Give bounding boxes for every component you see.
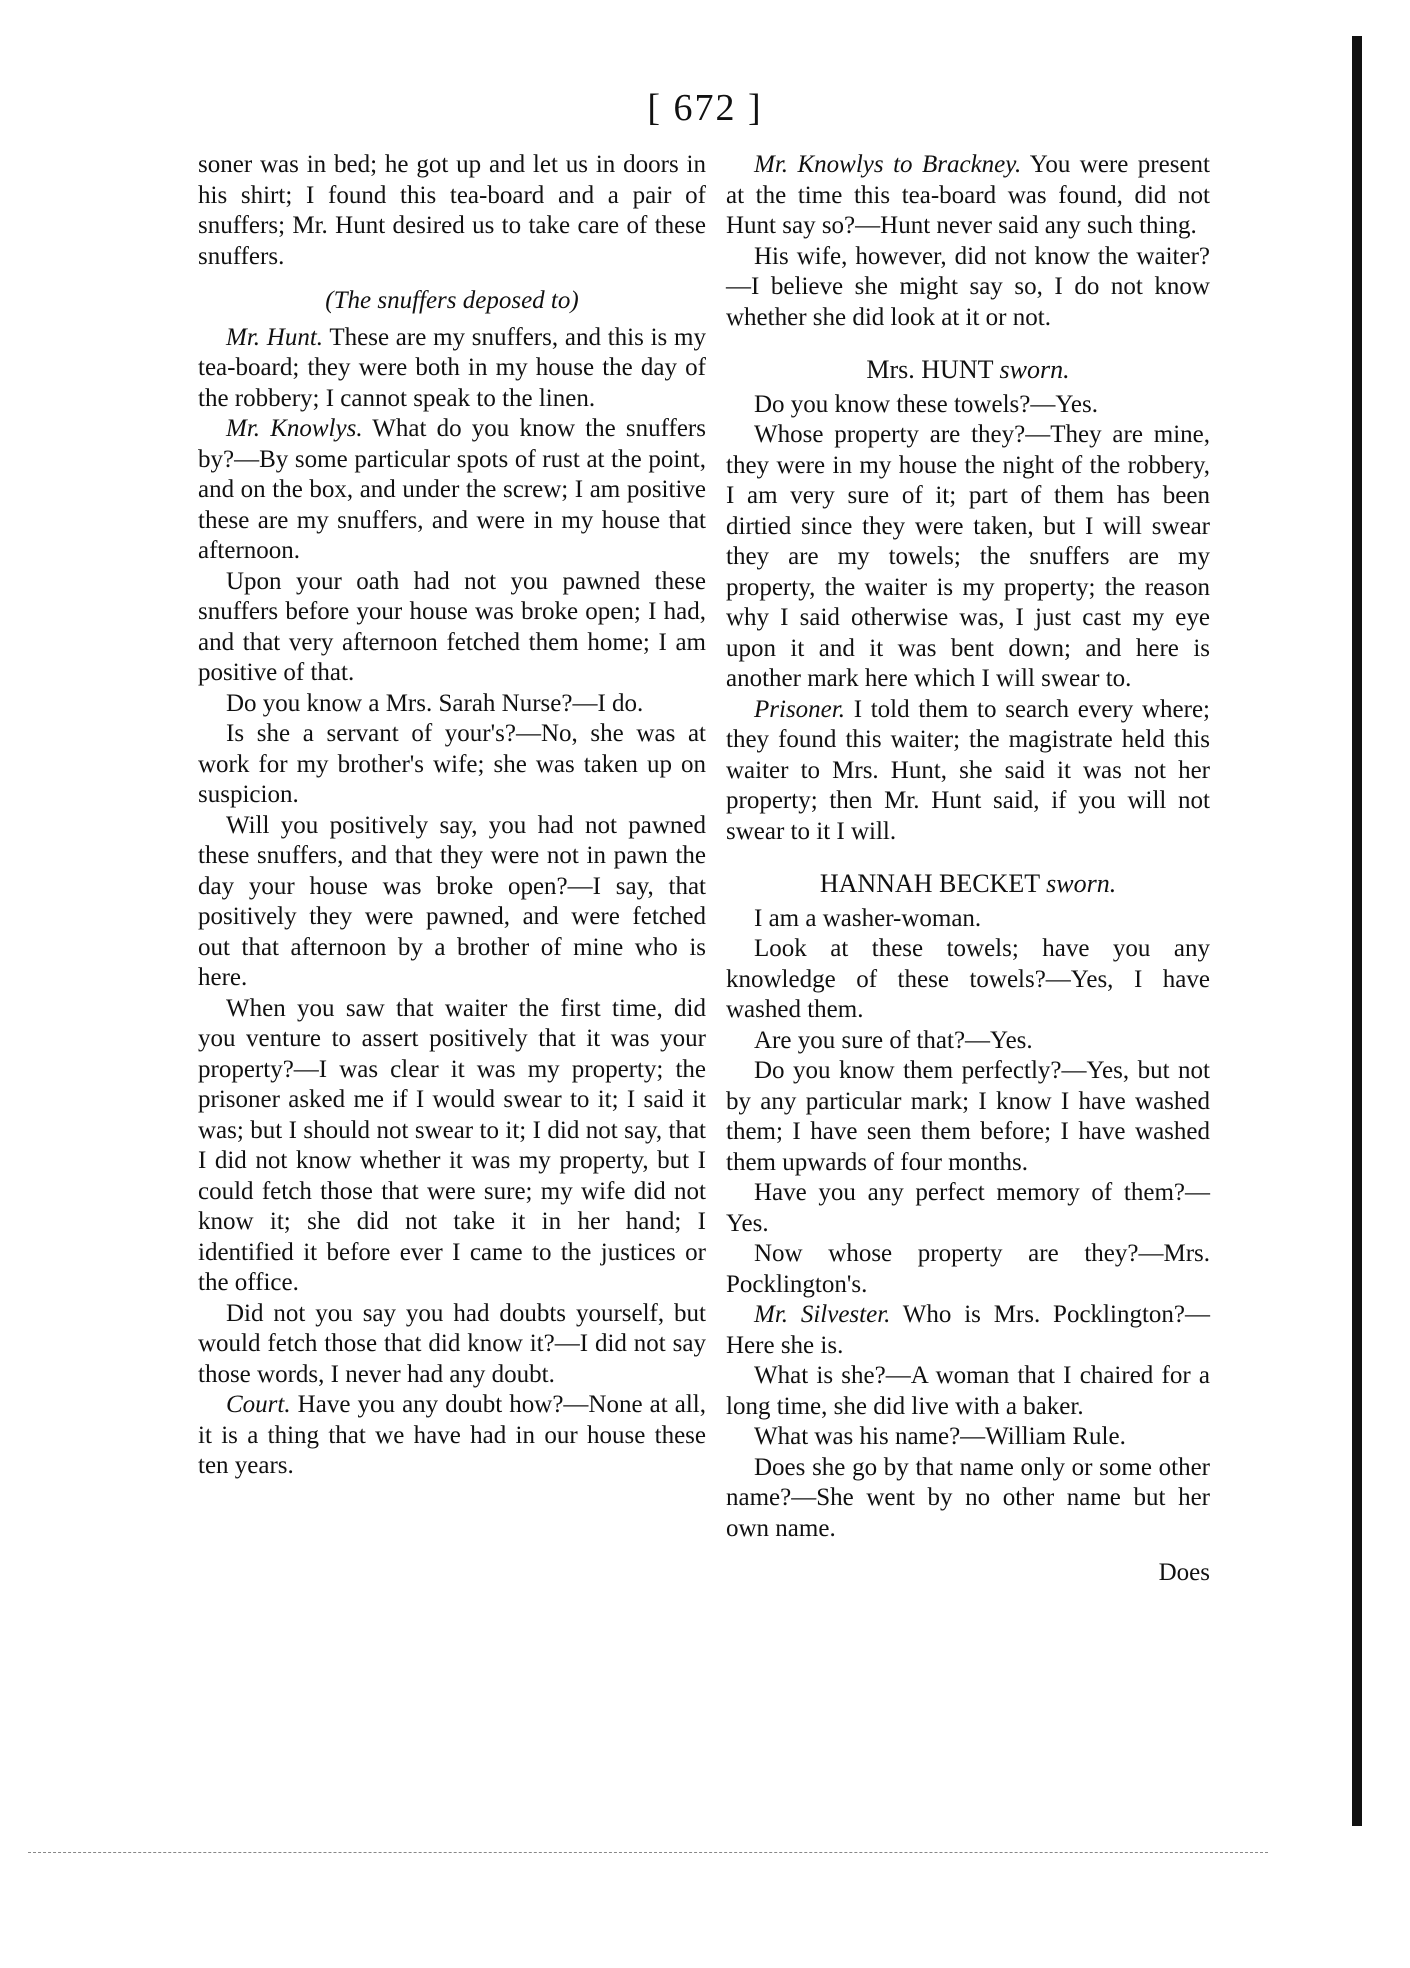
stage-direction-text: (The snuffers deposed to) — [325, 287, 579, 314]
witness-name: HANNAH BECKET — [819, 869, 1047, 898]
paragraph — [198, 1390, 706, 1482]
paragraph — [198, 323, 706, 415]
speaker: Mr. Hunt. — [226, 323, 324, 351]
paragraph: What was his name?—William Rule. — [754, 1423, 1126, 1450]
speech: I told them to search every where; they found this waiter; the magistrate held this waiter to Mrs. Hunt, she said it was not her property; then Mr. Hunt said, if you will not swear to it I will. — [726, 695, 1210, 845]
speech: What do you know the snuffers by?—By some particular spots of rust at the point, and on the box, and under the screw; I am positive these are my snuffers, and were in my house that afternoon. — [198, 415, 706, 564]
witness-name: Mrs. HUNT — [866, 355, 1000, 384]
paragraph: Does she go by that name only or some other name?—She went by no other name but her own name. — [726, 1453, 1210, 1542]
bottom-rule — [28, 1852, 1268, 1853]
catchword: Does — [1158, 1559, 1210, 1586]
paragraph: soner was in bed; he got up and let us in doors in his shirt; I found this tea-board and a pair of snuffers; Mr. Hunt desired us to take care of these snuffers. — [198, 151, 706, 270]
paragraph: Look at these towels; have you any knowledge of these towels?—Yes, I have washed them. — [726, 935, 1210, 1023]
paragraph: Have you any perfect memory of them?—Yes. — [726, 1179, 1210, 1237]
page-number: [ 672 ] — [647, 87, 763, 129]
paragraph: Is she a servant of your's?—No, she was at work for my brother's wife; she was taken up on suspicion. — [198, 720, 706, 808]
paragraph: I am a washer-woman. — [754, 904, 982, 932]
speaker: Court. — [226, 1391, 291, 1418]
paragraph: Do you know a Mrs. Sarah Nurse?—I do. — [226, 689, 644, 717]
speech: These are my snuffers, and this is my tea-board; they were both in my house the day of the robbery; I cannot speak to the linen. — [198, 323, 706, 412]
speech: Have you any doubt how?—None at all, it is a thing that we have had in our house these ten years. — [198, 1391, 706, 1479]
witness-heading — [726, 869, 1210, 900]
paragraph: Are you sure of that?—Yes. — [754, 1026, 1033, 1054]
stage-direction — [198, 286, 706, 317]
paragraph: Whose property are they?—They are mine, they were in my house the night of the robbery, I am very sure of it; part of them has been dirtied since they were taken, but I will swear they are my towels; the snuffers are my property, the waiter is my property; the reason why I said otherwise was, I just cast my eye upon it and it was bent down; and here is another mark here which I will swear to. — [726, 421, 1210, 692]
paragraph — [726, 150, 1210, 242]
paragraph — [726, 695, 1210, 848]
paragraph: When you saw that waiter the first time, did you venture to assert positively that it was your property?—I was clear it was my property; the prisoner asked me if I would swear to it; I said it was; but I should not swear to it; I did not say, that I did not know whether it was my property, but I could fetch those that were sure; my wife did not know it; she did not take it in her hand; I identified it before ever I came to the justices or the office. — [198, 994, 706, 1296]
paragraph: His wife, however, did not know the waiter?—I believe she might say so, I do not know whether she did look at it or not. — [726, 242, 1210, 331]
speech: Who is Mrs. Pocklington?—Here she is. — [726, 1301, 1210, 1359]
paragraph: Now whose property are they?—Mrs. Pocklington's. — [726, 1240, 1210, 1298]
speaker: Prisoner. — [754, 695, 845, 723]
speaker: Mr. Silvester. — [754, 1301, 891, 1328]
speaker: Mr. Knowlys to Brackney. — [754, 151, 1022, 178]
sworn-label: sworn. — [999, 355, 1070, 384]
sworn-label: sworn. — [1046, 869, 1117, 898]
paragraph: Do you know these towels?—Yes. — [754, 390, 1098, 418]
witness-heading — [726, 355, 1210, 386]
left-column — [198, 150, 706, 1482]
right-column — [726, 150, 1210, 1589]
speech: You were present at the time this tea-board was found, did not Hunt say so?—Hunt never said any such thing. — [726, 151, 1210, 239]
paragraph: Did not you say you had doubts yourself, but would fetch those that did know it?—I did not say those words, I never had any doubt. — [198, 1299, 706, 1388]
paragraph: Do you know them perfectly?—Yes, but not by any particular mark; I know I have washed them; I have seen them before; I have washed them upwards of four months. — [726, 1057, 1210, 1176]
paragraph: Will you positively say, you had not pawned these snuffers, and that they were not in pawn the day your house was broke open?—I say, that positively they were pawned, and were fetched out that afternoon by a brother of mine who is here. — [198, 811, 706, 991]
speaker: Mr. Knowlys. — [226, 415, 363, 442]
paragraph — [198, 414, 706, 567]
paragraph: Upon your oath had not you pawned these snuffers before your house was broke open; I had, and that very afternoon fetched them home; I am positive of that. — [198, 567, 706, 686]
paragraph — [726, 1300, 1210, 1361]
page-edge-bar — [1352, 36, 1362, 1826]
paragraph: What is she?—A woman that I chaired for a long time, she did live with a baker. — [726, 1362, 1210, 1420]
